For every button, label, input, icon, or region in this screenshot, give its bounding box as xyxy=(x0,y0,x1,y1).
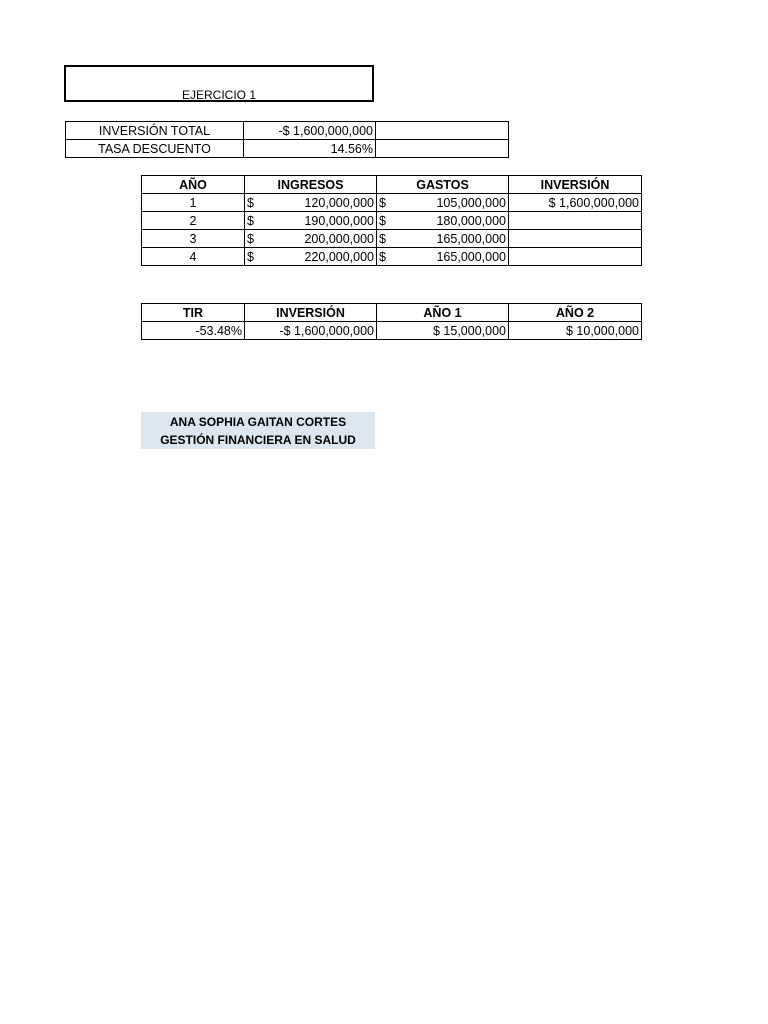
header-inversion[interactable]: INVERSIÓN xyxy=(509,176,642,194)
currency-symbol: $ xyxy=(247,213,254,228)
tir-table xyxy=(141,303,642,340)
ingresos-cell[interactable] xyxy=(245,248,377,266)
ingresos-value: 200,000,000 xyxy=(304,231,374,246)
tir-inversion-value[interactable]: -$ 1,600,000,000 xyxy=(245,322,377,340)
inversion-cell[interactable]: $ 1,600,000,000 xyxy=(509,194,642,212)
tir-ano-2-value[interactable]: $ 10,000,000 xyxy=(509,322,642,340)
author-block xyxy=(141,412,375,449)
header-ano-2[interactable]: AÑO 2 xyxy=(509,304,642,322)
inversion-cell[interactable] xyxy=(509,248,642,266)
exercise-title-box xyxy=(64,65,374,102)
table-row xyxy=(142,194,642,212)
gastos-cell[interactable] xyxy=(377,194,509,212)
exercise-title: EJERCICIO 1 xyxy=(181,88,256,102)
gastos-cell[interactable] xyxy=(377,230,509,248)
summary-label[interactable]: TASA DESCUENTO xyxy=(66,140,244,158)
ingresos-value: 190,000,000 xyxy=(304,213,374,228)
ingresos-cell[interactable] xyxy=(245,230,377,248)
cashflow-header-row xyxy=(142,176,642,194)
course-name: GESTIÓN FINANCIERA EN SALUD xyxy=(160,433,356,447)
currency-symbol: $ xyxy=(379,231,386,246)
year-cell[interactable]: 4 xyxy=(142,248,245,266)
header-ano-1[interactable]: AÑO 1 xyxy=(377,304,509,322)
gastos-value: 180,000,000 xyxy=(436,213,506,228)
tir-values-row xyxy=(142,322,642,340)
header-tir[interactable]: TIR xyxy=(142,304,245,322)
summary-extra[interactable] xyxy=(376,122,509,140)
year-cell[interactable]: 3 xyxy=(142,230,245,248)
summary-label[interactable]: INVERSIÓN TOTAL xyxy=(66,122,244,140)
cashflow-table xyxy=(141,175,642,266)
summary-value[interactable]: -$ 1,600,000,000 xyxy=(244,122,376,140)
currency-symbol: $ xyxy=(247,249,254,264)
tir-header-row xyxy=(142,304,642,322)
summary-row xyxy=(66,140,509,158)
tir-ano-1-value[interactable]: $ 15,000,000 xyxy=(377,322,509,340)
table-row xyxy=(142,230,642,248)
header-tir-inversion[interactable]: INVERSIÓN xyxy=(245,304,377,322)
table-row xyxy=(142,248,642,266)
header-gastos[interactable]: GASTOS xyxy=(377,176,509,194)
header-ingresos[interactable]: INGRESOS xyxy=(245,176,377,194)
summary-extra[interactable] xyxy=(376,140,509,158)
currency-symbol: $ xyxy=(379,195,386,210)
gastos-value: 105,000,000 xyxy=(436,195,506,210)
inversion-cell[interactable] xyxy=(509,212,642,230)
table-row xyxy=(142,212,642,230)
currency-symbol: $ xyxy=(247,195,254,210)
tir-value[interactable]: -53.48% xyxy=(142,322,245,340)
gastos-cell[interactable] xyxy=(377,212,509,230)
gastos-value: 165,000,000 xyxy=(436,231,506,246)
summary-row xyxy=(66,122,509,140)
currency-symbol: $ xyxy=(379,249,386,264)
gastos-cell[interactable] xyxy=(377,248,509,266)
header-ano[interactable]: AÑO xyxy=(142,176,245,194)
year-cell[interactable]: 1 xyxy=(142,194,245,212)
summary-value[interactable]: 14.56% xyxy=(244,140,376,158)
ingresos-cell[interactable] xyxy=(245,194,377,212)
gastos-value: 165,000,000 xyxy=(436,249,506,264)
ingresos-value: 120,000,000 xyxy=(304,195,374,210)
currency-symbol: $ xyxy=(247,231,254,246)
ingresos-cell[interactable] xyxy=(245,212,377,230)
author-name: ANA SOPHIA GAITAN CORTES xyxy=(169,415,347,429)
currency-symbol: $ xyxy=(379,213,386,228)
summary-table xyxy=(65,121,509,158)
year-cell[interactable]: 2 xyxy=(142,212,245,230)
ingresos-value: 220,000,000 xyxy=(304,249,374,264)
inversion-cell[interactable] xyxy=(509,230,642,248)
